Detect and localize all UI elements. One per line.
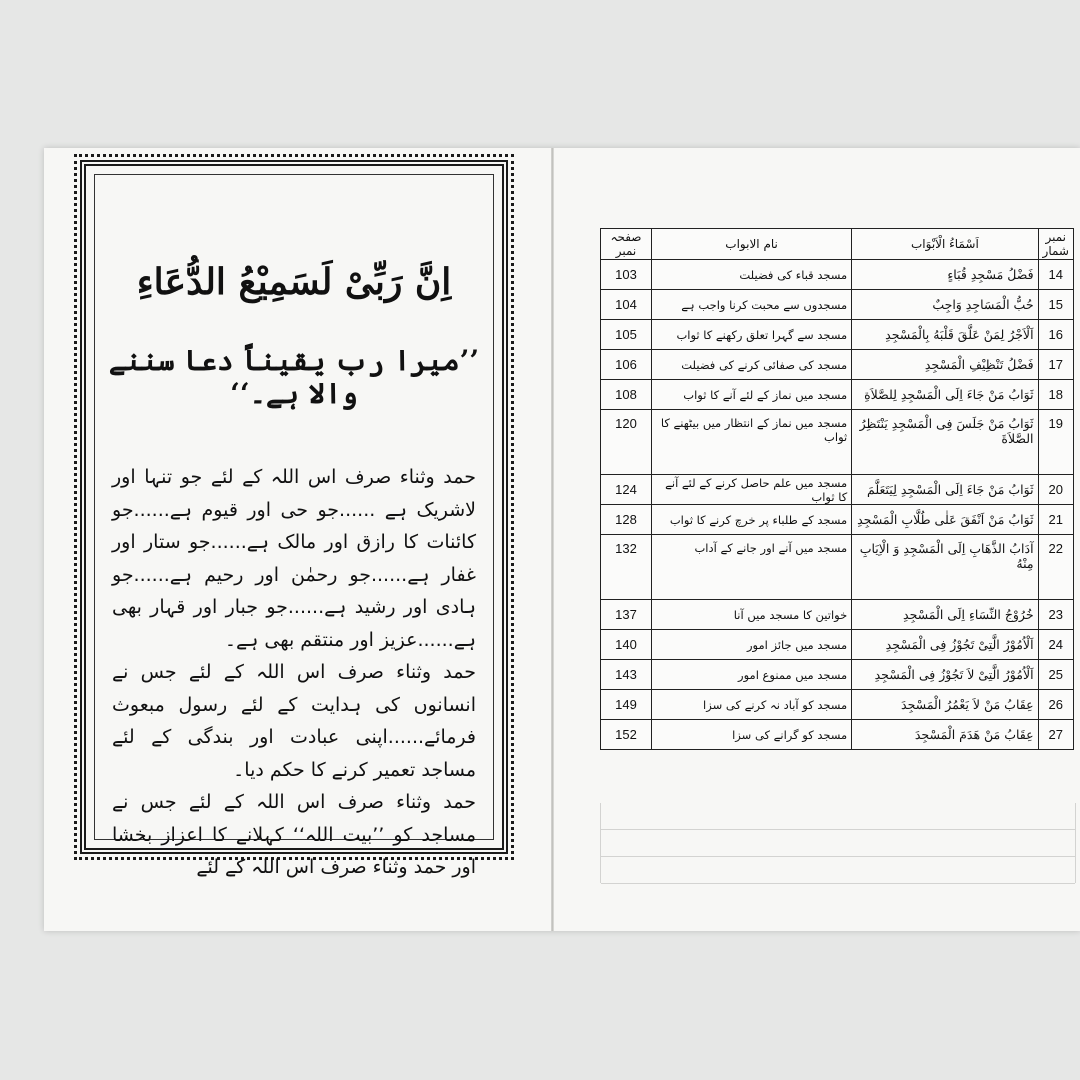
row-urdu-title: مسجد سے گہرا تعلق رکھنے کا ثواب (651, 320, 851, 350)
row-arabic-title: فَضْلُ تَنْظِيْفِ الْمَسْجِدِ (852, 350, 1038, 380)
row-arabic-title: ثَوَابُ مَنْ اَنْفَقَ عَلٰى طُلَّابِ الْمَسْجِدِ (852, 505, 1038, 535)
row-page-number: 108 (601, 380, 652, 410)
header-page: صفحہ نمبر (601, 229, 652, 260)
table-row (601, 505, 1074, 535)
right-page (554, 148, 1080, 931)
row-page-number: 132 (601, 535, 652, 600)
row-page-number: 103 (601, 260, 652, 290)
table-row (601, 690, 1074, 720)
row-arabic-title: حُبُّ الْمَسَاجِدِ وَاجِبٌ (852, 290, 1038, 320)
row-arabic-title: ثَوَابُ مَنْ جَلَسَ فِى الْمَسْجِدِ يَنْتَظِرُ الصَّلاَةَ (852, 410, 1038, 475)
row-page-number: 140 (601, 630, 652, 660)
row-number: 25 (1038, 660, 1073, 690)
row-arabic-title: اَلْاُمُوْرُ الَّتِىْ تَجُوْزُ فِى الْمَسْجِدِ (852, 630, 1038, 660)
row-arabic-title: خُرُوْجُ النِّسَاءِ اِلَى الْمَسْجِدِ (852, 600, 1038, 630)
row-number: 16 (1038, 320, 1073, 350)
row-arabic-title: آدَابُ الذَّهَابِ اِلَى الْمَسْجِدِ وَ الْاِيَابِ مِنْهُ (852, 535, 1038, 600)
row-arabic-title: عِقَابُ مَنْ هَدَمَ الْمَسْجِدَ (852, 720, 1038, 750)
row-number: 18 (1038, 380, 1073, 410)
row-page-number: 128 (601, 505, 652, 535)
row-urdu-title: مسجد کو گرانے کی سزا (651, 720, 851, 750)
row-arabic-title: ثَوَابُ مَنْ جَاءَ اِلَى الْمَسْجِدِ لِيَتَعَلَّمَ (852, 475, 1038, 505)
paragraph: حمد وثناء صرف اس اللہ کے لئے جو تنہا اور لاشریک ہے ......جو حی اور قیوم ہے......جو کائنات کا رازق اور مالک ہے......جو ستار اور غفار ہے......جو رحمٰن اور رحیم ہے......جو ہادی اور رشید ہے......جو جبار اور قہار بھی ہے......عزیز اور منتقم بھی ہے۔ (112, 466, 476, 651)
row-arabic-title: اَلْاُمُوْرُ الَّتِىْ لاَ تَجُوْزُ فِى الْمَسْجِدِ (852, 660, 1038, 690)
row-arabic-title: اَلْاَجْرُ لِمَنْ عَلَّقَ قَلْبَهُ بِالْمَسْجِدِ (852, 320, 1038, 350)
decorative-border (80, 160, 508, 878)
row-urdu-title: مسجد میں ممنوع امور (651, 660, 851, 690)
row-number: 21 (1038, 505, 1073, 535)
row-page-number: 143 (601, 660, 652, 690)
table-row (601, 320, 1074, 350)
row-urdu-title: مسجد کی صفائی کرنے کی فضیلت (651, 350, 851, 380)
row-urdu-title: مسجد کے طلباء پر خرچ کرنے کا ثواب (651, 505, 851, 535)
row-number: 26 (1038, 690, 1073, 720)
row-number: 17 (1038, 350, 1073, 380)
table-row (601, 290, 1074, 320)
row-number: 14 (1038, 260, 1073, 290)
header-number: نمبر شمار (1038, 229, 1073, 260)
row-number: 20 (1038, 475, 1073, 505)
paragraph: حمد وثناء صرف اس اللہ کے لئے جس نے مساجد کو ’’بیت اللہ‘‘ کہلانے کا اعزاز بخشا اور حمد وثناء صرف اس اللہ کے لئے (112, 791, 476, 878)
row-urdu-title: مسجد میں جائز امور (651, 630, 851, 660)
table-row (601, 535, 1074, 600)
row-number: 22 (1038, 535, 1073, 600)
table-row (601, 720, 1074, 750)
header-urdu-title: نام الابواب (651, 229, 851, 260)
row-urdu-title: مسجد میں نماز کے انتظار میں بیٹھنے کا ثواب (651, 410, 851, 475)
row-urdu-title: مسجد کو آباد نہ کرنے کی سزا (651, 690, 851, 720)
row-urdu-title: خواتین کا مسجد میں آنا (651, 600, 851, 630)
row-page-number: 105 (601, 320, 652, 350)
row-number: 19 (1038, 410, 1073, 475)
row-page-number: 120 (601, 410, 652, 475)
row-arabic-title: عِقَابُ مَنْ لاَ يَعْمُرُ الْمَسْجِدَ (852, 690, 1038, 720)
table-row (601, 380, 1074, 410)
table-header-row (601, 229, 1074, 260)
table-row (601, 600, 1074, 630)
arabic-heading: اِنَّ رَبِّیْ لَسَمِیْعُ الدُّعَاءِ (136, 261, 452, 303)
table-row (601, 350, 1074, 380)
row-urdu-title: مسجد میں آنے اور جانے کے آداب (651, 535, 851, 600)
row-page-number: 149 (601, 690, 652, 720)
row-page-number: 152 (601, 720, 652, 750)
row-page-number: 137 (601, 600, 652, 630)
row-urdu-title: مسجد میں علم حاصل کرنے کے لئے آنے کا ثواب (651, 475, 851, 505)
bleed-through-rows (600, 803, 1076, 883)
book-spread (44, 148, 1080, 931)
row-number: 27 (1038, 720, 1073, 750)
row-urdu-title: مسجد میں نماز کے لئے آنے کا ثواب (651, 380, 851, 410)
table-row (601, 410, 1074, 475)
table-row (601, 660, 1074, 690)
table-body (601, 260, 1074, 750)
row-number: 15 (1038, 290, 1073, 320)
table-row (601, 260, 1074, 290)
table-row (601, 475, 1074, 505)
row-number: 23 (1038, 600, 1073, 630)
table-row (601, 630, 1074, 660)
left-page (44, 148, 551, 931)
row-arabic-title: فَضْلُ مَسْجِدِ قُبَاءٍ (852, 260, 1038, 290)
row-urdu-title: مسجدوں سے محبت کرنا واجب ہے (651, 290, 851, 320)
paragraph: حمد وثناء صرف اس اللہ کے لئے جس نے انسانوں کی ہدایت کے لئے رسول مبعوث فرمائے......اپنی عبادت اور بندگی کے لئے مساجد تعمیر کرنے کا حکم دیا۔ (112, 661, 476, 781)
row-urdu-title: مسجد قباء کی فضیلت (651, 260, 851, 290)
header-arabic-title: اَسْمَاءُ الْاَبْوَاب (852, 229, 1038, 260)
row-arabic-title: ثَوَابُ مَنْ جَاءَ اِلَى الْمَسْجِدِ لِلصَّلاَةِ (852, 380, 1038, 410)
row-page-number: 106 (601, 350, 652, 380)
row-page-number: 124 (601, 475, 652, 505)
row-page-number: 104 (601, 290, 652, 320)
row-number: 24 (1038, 630, 1073, 660)
urdu-subheading: ’’میرا رب یقیناً دعا سننے والا ہے۔‘‘ (108, 344, 480, 410)
contents-table (600, 228, 1074, 750)
body-text (112, 461, 476, 884)
